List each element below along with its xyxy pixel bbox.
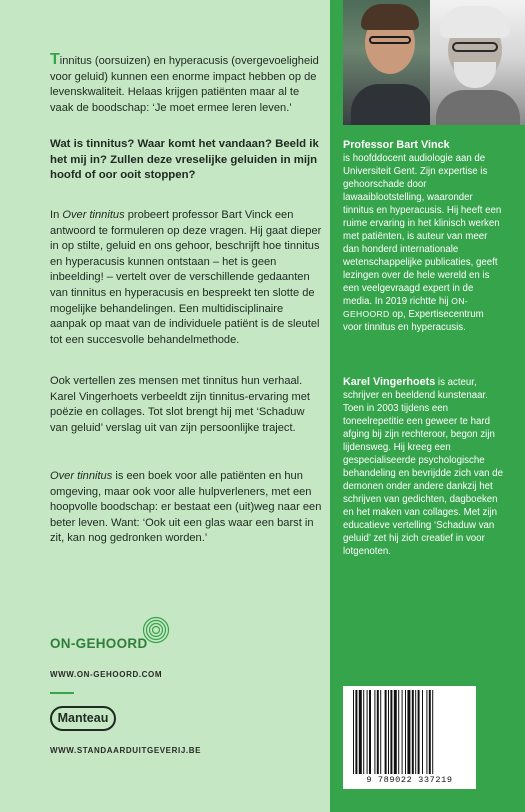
intro-paragraph [50, 52, 322, 116]
bio-name-bart-vinck: Professor Bart Vinck [343, 139, 450, 151]
barcode-bar [367, 690, 368, 774]
author-photos [343, 0, 525, 125]
bio-text-karel: is acteur, schrijver en beeldend kunstenaar. Toen in 2003 tijdens een toneelrepetitie een geweer te hard afging bij zijn rechteroor, begon zijn lijdensweg. Hij kreeg een gespecialiseerde psychologische behandeling en bevrijdde zich van de demonen onder andere dankzij het schrijven van gedichten, dagboeken en het maken van collages. Met zijn educatieve vertelling ‘Schaduw van geluid’ zet hij zich creatief in voor lotgenoten. [343, 377, 503, 557]
barcode-bar [398, 690, 399, 774]
description-paragraph-1 [50, 208, 322, 348]
dropcap: T [50, 51, 60, 68]
author-photo-karel-vingerhoets [430, 0, 525, 125]
barcode-bar [385, 690, 387, 774]
bio-bart-vinck [343, 139, 503, 334]
barcode-bar [412, 690, 414, 774]
barcode-bar [388, 690, 389, 774]
barcode-bar [429, 690, 431, 774]
isbn-barcode [343, 686, 476, 789]
author-photo-bart-vinck [343, 0, 440, 125]
bio-text-1: is hoofddocent audiologie aan de Universiteit Gent. Zijn expertise is gehoorschade door lawaaiblootstelling, waaronder tinnitus en hyperacusis. Hij heeft een ruime ervaring in het klinisch werken met patiënten, is auteur van meer dan honderd internationale wetenschappelijke publicaties, geeft lezingen over de hele wereld en is een veelgevraagd expert in de media. In 2019 richtte hij [343, 153, 502, 307]
barcode-bar [369, 690, 371, 774]
barcode-bar [426, 690, 427, 774]
bio-text-2: op, Expertisecentrum voor tinnitus en hyperacusis. [343, 309, 484, 333]
barcode-bar [390, 690, 392, 774]
barcode-bar [402, 690, 403, 774]
description-paragraph-2: Ook vertellen zes mensen met tinnitus hun verhaal. Karel Vingerhoets verbeeldt zijn tinnitus-ervaring met poëzie en collages. Tot slot brengt hij met ‘Schaduw van geluid’ verslag uit van zijn persoonlijke traject. [50, 375, 311, 434]
p3-text: is een boek voor alle patiënten en hun omgeving, maar ook voor alle hulpverleners, met een hoopvolle boodschap: er bestaat een (uit)weg naar een beter leven. Want: ‘Ook uit een glas waar een barst in zit, kan nog gedronken worden.’ [50, 470, 322, 545]
description-paragraph-3 [50, 469, 322, 547]
divider [50, 692, 74, 694]
barcode-bar [355, 690, 357, 774]
intro-text: innitus (oorsuizen) en hyperacusis (overgevoeligheid voor geluid) kunnen een enorme impact hebben op de levenskwaliteit. Helaas krijgen patiënten maar al te vaak de boodschap: ‘Je moet ermee leren leven.’ [50, 55, 319, 114]
barcode-bar [353, 690, 354, 774]
website-url-on-gehoord: WWW.ON-GEHOORD.COM [50, 670, 163, 679]
book-title-inline: Over tinnitus [50, 470, 113, 482]
barcode-bars [353, 690, 466, 774]
bio-name-karel-vingerhoets: Karel Vingerhoets [343, 376, 436, 388]
barcode-bar [394, 690, 397, 774]
manteau-logo: Manteau [50, 706, 116, 731]
p1-text: probeert professor Bart Vinck een antwoord te formuleren op deze vragen. Hij gaat dieper in op stilte, geluid en ons gehoor, beschrijft hoe tinnitus en hyperacusis kunnen ontstaan – het is geen inbeelding! – vertelt over de verschillende gedaanten van tinnitus en hyperacusis en bespreekt ten slotte de mogelijke behandelingen. Een multidisciplinaire aanpak op maat van de individuele patiënt is de sleutel tot een succesvolle behandelmethode. [50, 209, 322, 346]
barcode-bar [405, 690, 406, 774]
barcode-bar [415, 690, 416, 774]
on-gehoord-logo [50, 612, 170, 660]
barcode-bar [432, 690, 433, 774]
barcode-bar [422, 690, 423, 774]
barcode-bar [407, 690, 410, 774]
barcode-bar [377, 690, 379, 774]
questions-paragraph: Wat is tinnitus? Waar komt het vandaan? Beeld ik het mij in? Zullen deze vreselijke geluiden in mijn hoofd of oor ooit stoppen? [50, 138, 319, 182]
bio-org-name: ON-GEHOORD [343, 296, 468, 319]
barcode-bar [380, 690, 381, 774]
barcode-bar [359, 690, 362, 774]
book-title-inline: Over tinnitus [62, 209, 125, 221]
isbn-number: 9 789022 337219 [366, 775, 453, 785]
barcode-bar [363, 690, 364, 774]
p1-pre: In [50, 209, 63, 221]
bio-karel-vingerhoets [343, 376, 503, 558]
website-url-publisher: WWW.STANDAARDUITGEVERIJ.BE [50, 746, 202, 755]
barcode-bar [418, 690, 420, 774]
barcode-bar [374, 690, 375, 774]
on-gehoord-logo-text: ON-GEHOORD [50, 636, 148, 651]
